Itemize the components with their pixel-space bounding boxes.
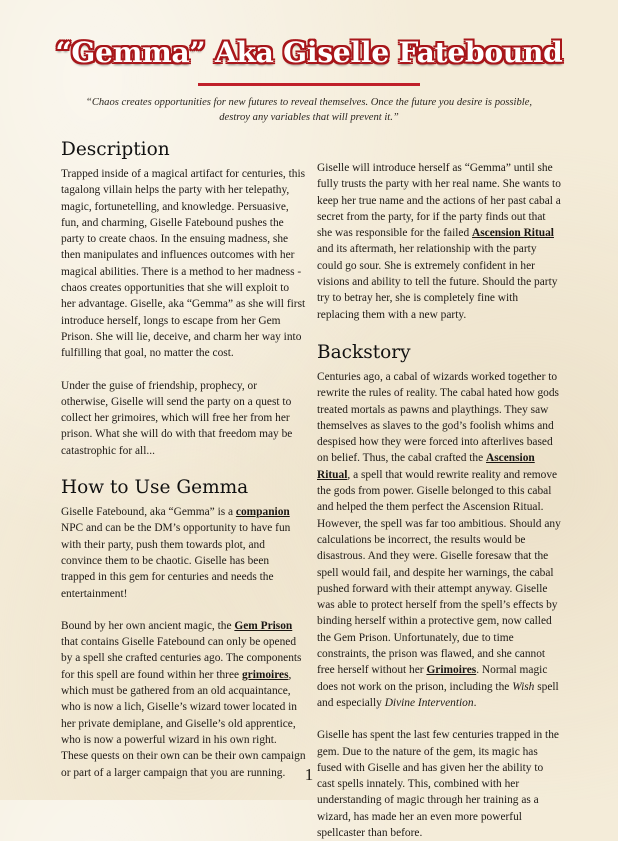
how-to-use-heading: How to Use Gemma bbox=[61, 477, 249, 499]
description-paragraph: Trapped inside of a magical artifact for centuries, this tagalong villain helps the party with her telepathy, magic, fortunetelling, and knowledge. Persuasive, fun, and charming, Giselle Fatebound pushes the party to create chaos. In the ensuing madness, she then manipulates and influences outcomes with her magical abilities. There is a method to her madness - chaos creates opportunities that she will exploit to her advantage. Giselle, aka “Gemma” as she will first introduce herself, longs to escape from her Gem Prison. She will lie, deceive, and charm her way into fulfilling that goal, no matter the cost. bbox=[61, 168, 306, 360]
ascension-ritual-link[interactable]: Ascension Ritual bbox=[317, 452, 535, 481]
right-column bbox=[317, 160, 562, 841]
description-paragraph: Under the guise of friendship, prophecy, or otherwise, Giselle will send the party on a quest to collect her grimoires, which will free her from her prison. What she will do with that freedom may be catastrophic for all... bbox=[61, 379, 293, 457]
how-to-use-paragraph: Giselle Fatebound, aka “Gemma” is a companion NPC and can be the DM’s opportunity to have fun with their party, push them towards plot, and convince them to be chaotic. Giselle has been trapped in this gem for centuries and needs the entertainment! bbox=[61, 506, 291, 600]
gem-prison-link[interactable]: Gem Prison bbox=[234, 619, 293, 632]
grimoires-link[interactable]: grimoires bbox=[241, 668, 289, 681]
wish-spell-name: Wish bbox=[512, 680, 535, 693]
grimoires-link[interactable]: Grimoires bbox=[426, 664, 477, 677]
epigraph-quote: “Chaos creates opportunities for new futures to reveal themselves. Once the future you desire is possible, destroy any variables that will prevent it.” bbox=[85, 97, 533, 123]
divine-intervention-name: Divine Intervention bbox=[384, 696, 474, 709]
backstory-heading: Backstory bbox=[317, 341, 411, 363]
companion-link[interactable]: companion bbox=[235, 506, 290, 519]
how-to-use-paragraph: Bound by her own ancient magic, the Gem Prison that contains Giselle Fatebound can only be opened by a spell she crafted centuries ago. The components for this spell are found within her three grimoires, which must be gathered from an old acquaintance, who is now a lich, Giselle’s wizard tower located in her private demiplane, and Giselle’s old apprentice, who is now a powerful wizard in his own right. These quests on their own can be their own campaign or part of a larger campaign that you are running. bbox=[61, 619, 306, 779]
backstory-paragraph: Giselle has spent the last few centuries trapped in the gem. Due to the nature of the gem, its magic has fused with Giselle and has given her the ability to cast spells innately. This, combined with her understanding of magic through her training as a wizard, has made her an even more powerful spellcaster than before. bbox=[317, 729, 559, 839]
description-heading: Description bbox=[61, 139, 170, 160]
gemma-intro-paragraph: Giselle will introduce herself as “Gemma” until she fully trusts the party with her real name. She wants to keep her true name and the actions of her past cabal a secret from the party, for if the party finds out that she was responsible for the failed Ascension Ritual and its aftermath, her relationship with the party could go sour. She is extremely confident in her visions and ability to tell the future. Should the party try to betray her, she is completely fine with replacing them with a new party. bbox=[317, 162, 561, 321]
ascension-ritual-link[interactable]: Ascension Ritual bbox=[472, 227, 554, 240]
left-column bbox=[61, 138, 306, 781]
backstory-paragraph: Centuries ago, a cabal of wizards worked together to rewrite the rules of reality. The cabal hated how gods treated mortals as pawns and playthings. They saw themselves as slaves to the god’s foolish whims and despised how they were forced into afterlives based on belief. Thus, the cabal crafted the Ascension Ritual, a spell that would rewrite reality and remove the gods from power. Giselle belonged to this cabal and helped the them perfect the Ascension Ritual. However, the spell was far too ambitious. Should any calculations be incorrect, the results would be disastrous. And they were. Giselle foresaw that the spell would fail, and despite her warnings, the cabal pushed forward with their attempt anyway. Giselle was able to protect herself from the spell’s effects by binding herself within a protective gem, now called the Gem Prison. Unfortunately, due to time constraints, the prison was flawed, and she cannot free herself without her Grimoires. Normal magic does not work on the prison, including the Wish spell and especially Divine Intervention. bbox=[317, 370, 561, 709]
page-title: “Gemma” Aka Giselle Fatebound bbox=[55, 36, 563, 69]
title-underline bbox=[198, 83, 420, 86]
page-number: 1 bbox=[304, 765, 314, 784]
